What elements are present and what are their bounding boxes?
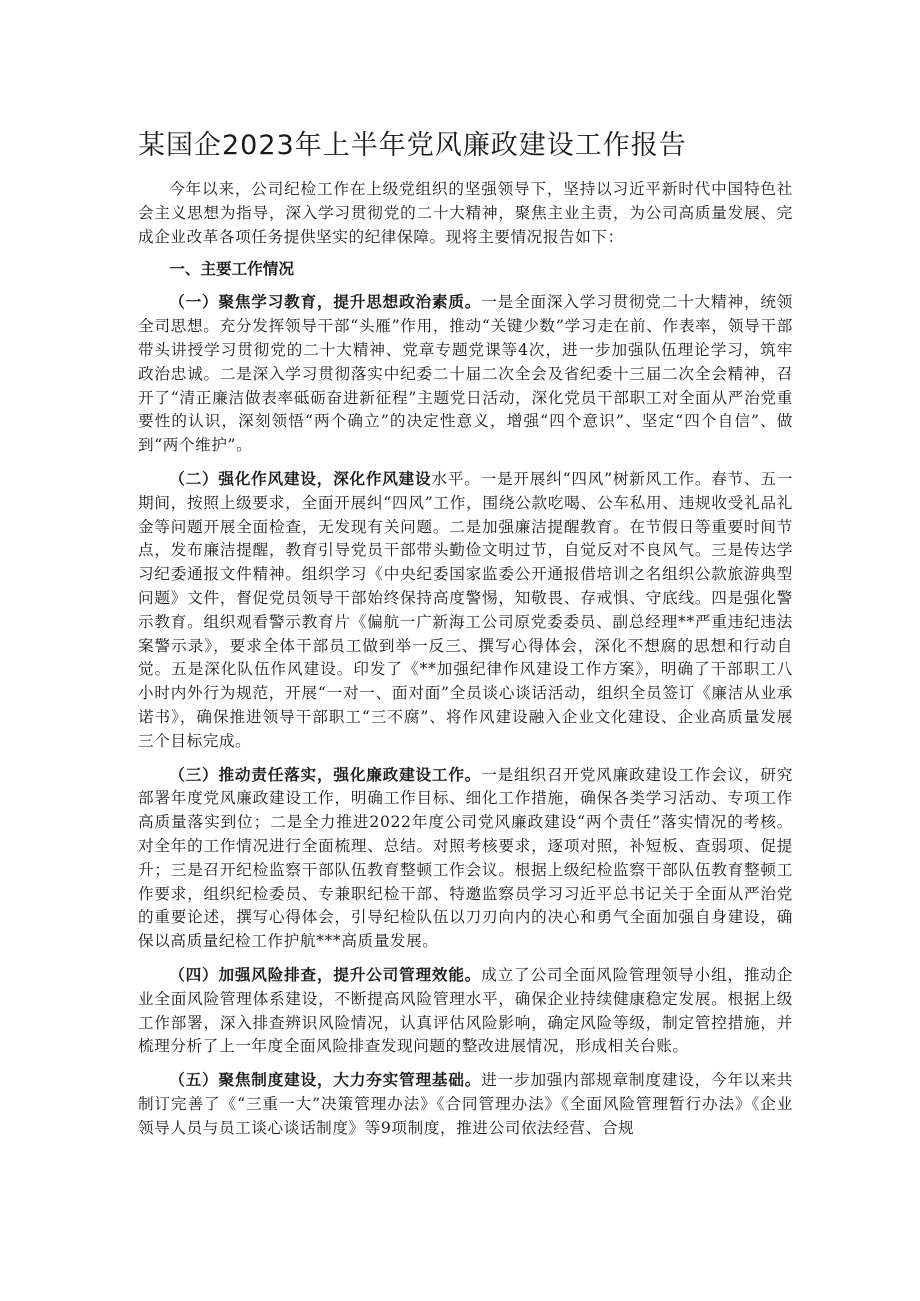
item-body-2: 水平。一是开展纠“四风”树新风工作。春节、五一期间，按照上级要求，全面开展纠“四风”工作，围绕公款吃喝、公车私用、违规收受礼品礼金等问题开展全面检查，无发现有关问题。二是加强廉洁提醒教育。在节假日等重要时间节点，发布廉洁提醒，教育引导党员干部带头勤俭文明过节，自觉反对不良风气。三是传达学习纪委通报文件精神。组织学习《中央纪委国家监委公开通报借培训之名组织公款旅游典型问题》文件，督促党员领导干部始终保持高度警惕，知敬畏、存戒惧、守底线。四是强化警示教育。组织观看警示教育片《偏航一广新海工公司原党委委员、副总经理**严重违纪违法案警示录》，要求全体干部员工做到举一反三、撰写心得体会，深化不想腐的思想和行动自觉。五是深化队伍作风建设。印发了《**加强纪律作风建设工作方案》，明确了干部职工八小时内外行为规范，开展“一对一、面对面”全员谈心谈话活动，组织全员签订《廉洁从业承诺书》，确保推进领导干部职工“三不腐”、将作风建设融入企业文化建设、企业高质量发展三个目标完成。 [138,469,793,750]
item-lead-5: （五）聚焦制度建设，大力夯实管理基础。 [169,1071,482,1090]
intro-paragraph: 今年以来，公司纪检工作在上级党组织的坚强领导下，坚持以习近平新时代中国特色社会主义思想为指导，深入学习贯彻党的二十大精神，聚焦主业主责，为公司高质量发展、完成企业改革各项任务提供坚实的纪律保障。现将主要情况报告如下： [138,180,793,246]
item-paragraph-3 [138,764,793,954]
item-body-5: 进一步加强内部规章制度建设，今年以来共制订完善了《“三重一大”决策管理办法》《合同管理办法》《全面风险管理暂行办法》《企业领导人员与员工谈心谈话制度》等9项制度，推进公司依法经营、合规 [138,1071,793,1137]
item-lead-2: （二）强化作风建设，深化作风建设 [169,469,432,488]
item-body-1: 一是全面深入学习贯彻党二十大精神，统领全司思想。充分发挥领导干部“头雁”作用，推动“关键少数”学习走在前、作表率，领导干部带头讲授学习贯彻党的二十大精神、党章专题党课等4次，进一步加强队伍理论学习，筑牢政治忠诚。二是深入学习贯彻落实中纪委二十届二次全会及省纪委十三届二次全会精神，召开了“清正廉洁做表率砥砺奋进新征程”主题党日活动，深化党员干部职工对全面从严治党重要性的认识，深刻领悟“两个确立”的决定性意义，增强“四个意识”、坚定“四个自信”、做到“两个维护”。 [138,293,793,455]
item-paragraph-5 [138,1069,793,1140]
item-paragraph-4 [138,964,793,1059]
item-lead-3: （三）推动责任落实，强化廉政建设工作。 [169,765,482,784]
item-paragraph-1 [138,291,793,458]
document-title: 某国企2023年上半年党风廉政建设工作报告 [138,130,687,161]
item-lead-4: （四）加强风险排查，提升公司管理效能。 [169,965,482,984]
item-paragraph-2 [138,468,793,754]
item-lead-1: （一）聚焦学习教育，提升思想政治素质。 [169,293,482,312]
item-body-4: 成立了公司全面风险管理领导小组，推动企业全面风险管理体系建设，不断提高风险管理水平，确保企业持续健康稳定发展。根据上级工作部署，深入排查辨识风险情况，认真评估风险影响，确定风险等级，制定管控措施，并梳理分析了上一年度全面风险排查发现问题的整改进展情况，形成相关台账。 [138,965,793,1056]
item-body-3: 一是组织召开党风廉政建设工作会议，研究部署年度党风廉政建设工作，明确工作目标、细化工作措施，确保各类学习活动、专项工作高质量落实到位；二是全力推进2022年度公司党风廉政建设“两个责任”落实情况的考核。对全年的工作情况进行全面梳理、总结。对照考核要求，逐项对照，补短板、查弱项、促提升；三是召开纪检监察干部队伍教育整顿工作会议。根据上级纪检监察干部队伍教育整顿工作要求，组织纪检委员、专兼职纪检干部、特邀监察员学习习近平总书记关于全面从严治党的重要论述，撰写心得体会，引导纪检队伍以刀刃向内的决心和勇气全面加强自身建设，确保以高质量纪检工作护航***高质量发展。 [138,765,793,951]
section-heading: 一、主要工作情况 [169,260,294,279]
document-page [138,124,793,1150]
